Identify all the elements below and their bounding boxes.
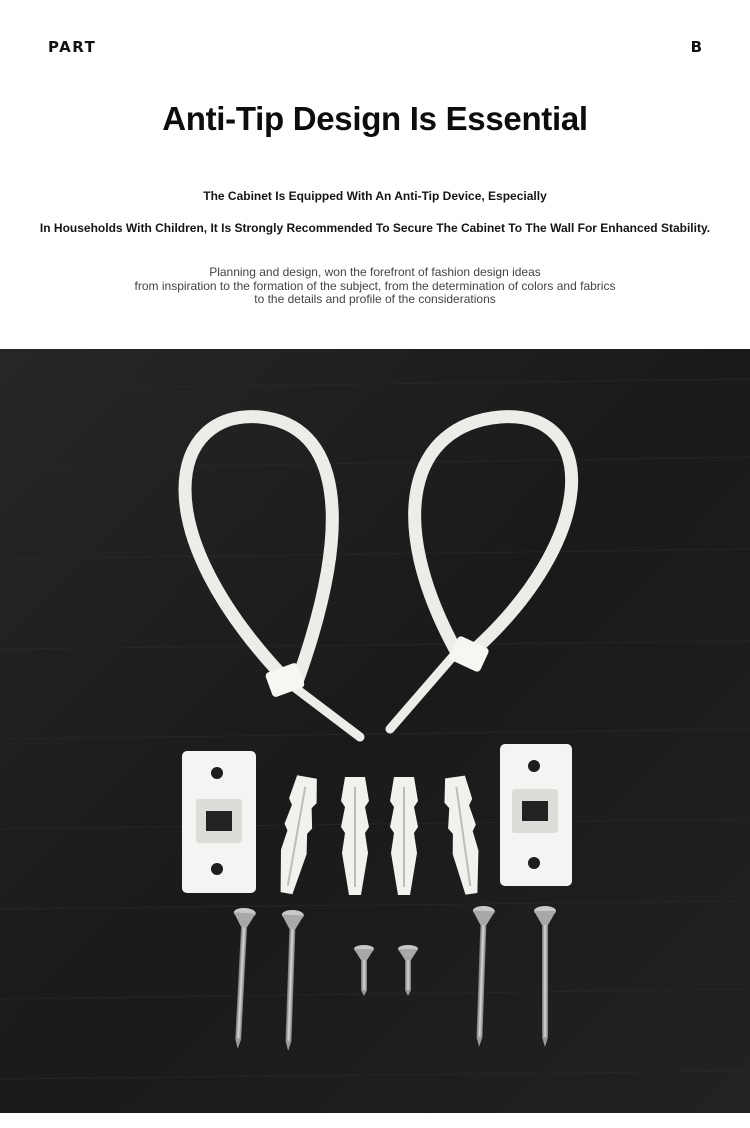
page-title: Anti-Tip Design Is Essential — [162, 100, 588, 137]
subtitle-line-1: The Cabinet Is Equipped With An Anti-Tip Device, Especially — [203, 189, 547, 203]
description — [0, 266, 750, 307]
description-line-3: to the details and profile of the considerations — [254, 292, 496, 306]
hardware-kit-illustration — [0, 349, 750, 1113]
part-letter: B — [690, 38, 702, 56]
product-photo — [0, 349, 750, 1113]
part-label: PART — [48, 38, 97, 56]
anti-tip-bracket-right-icon — [500, 744, 572, 886]
anti-tip-bracket-left-icon — [182, 751, 256, 893]
description-line-2: from inspiration to the formation of the subject, from the determination of colors and fabrics — [134, 278, 616, 293]
subtitle-line-2: In Households With Children, It Is Strongly Recommended To Secure The Cabinet To The Wall For Enhanced Stability. — [39, 221, 711, 235]
description-line-1: Planning and design, won the forefront of fashion design ideas — [209, 265, 541, 279]
